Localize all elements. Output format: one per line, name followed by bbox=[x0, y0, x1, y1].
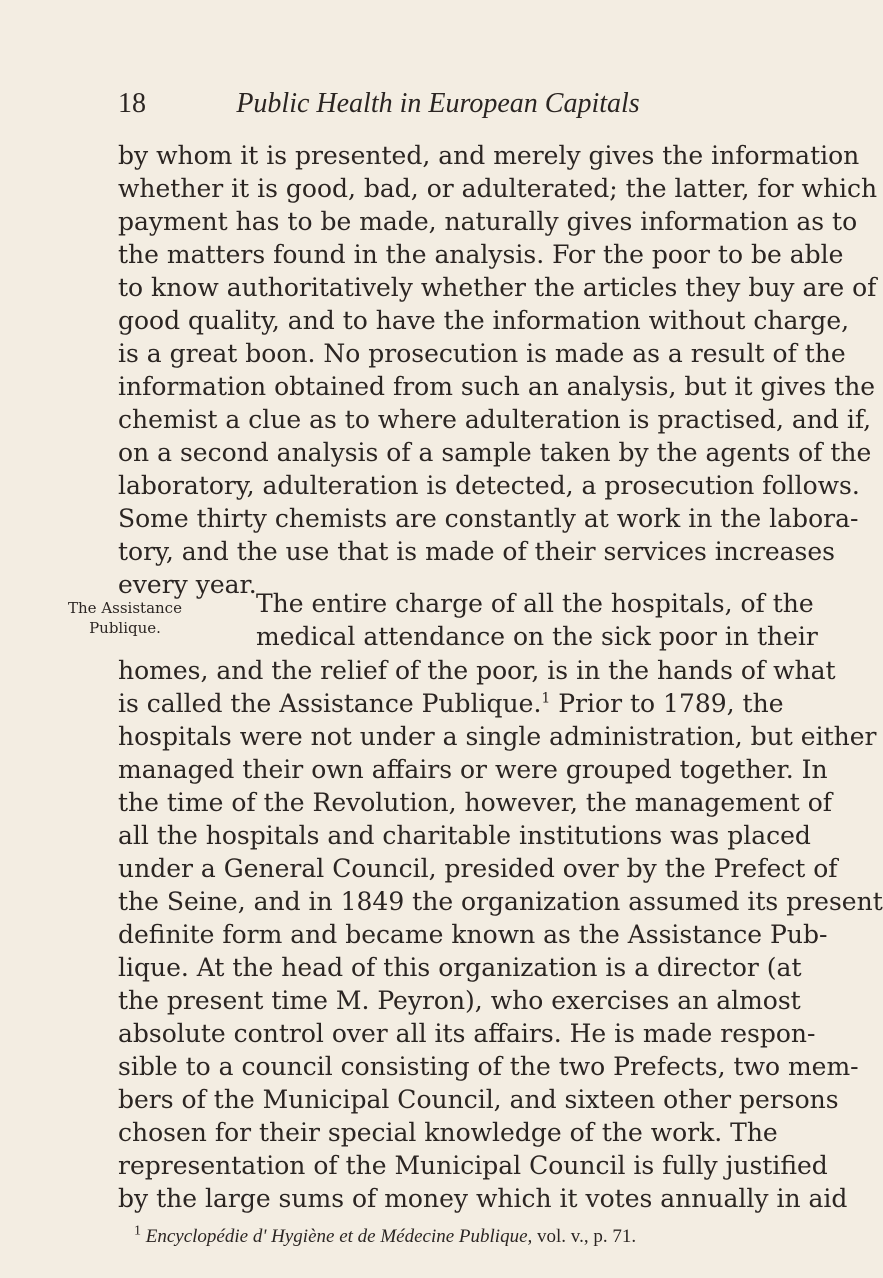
text-line: absolute control over all its affairs. He is made respon- bbox=[118, 1019, 816, 1048]
text-segment: is called the Assistance Publique. bbox=[118, 689, 542, 718]
page-number: 18 bbox=[118, 88, 146, 119]
text-line: the present time M. Peyron), who exercises an almost bbox=[118, 986, 801, 1015]
text-line-with-footnote-ref bbox=[118, 688, 784, 720]
text-line: sible to a council consisting of the two Prefects, two mem- bbox=[118, 1052, 859, 1081]
text-segment: Prior to 1789, the bbox=[550, 689, 784, 718]
text-line: every year. bbox=[118, 570, 257, 599]
text-line: the Seine, and in 1849 the organization assumed its present bbox=[118, 887, 883, 916]
footnote-reference: 1 bbox=[541, 690, 551, 707]
page-header bbox=[118, 88, 718, 128]
text-line: payment has to be made, naturally gives information as to bbox=[118, 207, 858, 236]
text-line: laboratory, adulteration is detected, a prosecution follows. bbox=[118, 471, 860, 500]
text-line: is a great boon. No prosecution is made as a result of the bbox=[118, 339, 846, 368]
text-line: homes, and the relief of the poor, is in the hands of what bbox=[118, 656, 836, 685]
text-line: good quality, and to have the information without charge, bbox=[118, 306, 850, 335]
text-line: chosen for their special knowledge of the work. The bbox=[118, 1118, 778, 1147]
footnote-title: Encyclopédie d' Hygiène et de Médecine Publique, bbox=[145, 1226, 533, 1247]
text-line: lique. At the head of this organization is a director (at bbox=[118, 953, 802, 982]
text-line: chemist a clue as to where adulteration is practised, and if, bbox=[118, 405, 872, 434]
text-line: the time of the Revolution, however, the management of bbox=[118, 788, 833, 817]
text-line: under a General Council, presided over by the Prefect of bbox=[118, 854, 838, 883]
text-line: the matters found in the analysis. For the poor to be able bbox=[118, 240, 844, 269]
text-line: managed their own affairs or were grouped together. In bbox=[118, 755, 828, 784]
text-line: by whom it is presented, and merely gives the information bbox=[118, 141, 860, 170]
text-line: by the large sums of money which it votes annually in aid bbox=[118, 1184, 848, 1213]
text-line: representation of the Municipal Council is fully justified bbox=[118, 1151, 828, 1180]
text-line: medical attendance on the sick poor in their bbox=[256, 622, 818, 651]
text-line: definite form and became known as the Assistance Pub- bbox=[118, 920, 828, 949]
text-line: The entire charge of all the hospitals, of the bbox=[256, 589, 814, 618]
side-note-line: Publique. bbox=[89, 619, 161, 637]
text-line: tory, and the use that is made of their services increases bbox=[118, 537, 835, 566]
text-line: information obtained from such an analysis, but it gives the bbox=[118, 372, 876, 401]
footnote-marker: 1 bbox=[134, 1223, 141, 1239]
text-line: on a second analysis of a sample taken by the agents of the bbox=[118, 438, 872, 467]
text-line: bers of the Municipal Council, and sixteen other persons bbox=[118, 1085, 839, 1114]
text-line: all the hospitals and charitable institutions was placed bbox=[118, 821, 811, 850]
text-line: hospitals were not under a single administration, but either bbox=[118, 722, 877, 751]
footnote-citation: vol. v., p. 71. bbox=[532, 1226, 637, 1247]
side-note-line: The Assistance bbox=[68, 599, 182, 617]
footnote bbox=[134, 1223, 637, 1248]
text-line: whether it is good, bad, or adulterated; the latter, for which bbox=[118, 174, 878, 203]
text-line: to know authoritatively whether the articles they buy are of bbox=[118, 273, 877, 302]
running-title: Public Health in European Capitals bbox=[236, 88, 640, 119]
text-line: Some thirty chemists are constantly at work in the labora- bbox=[118, 504, 859, 533]
